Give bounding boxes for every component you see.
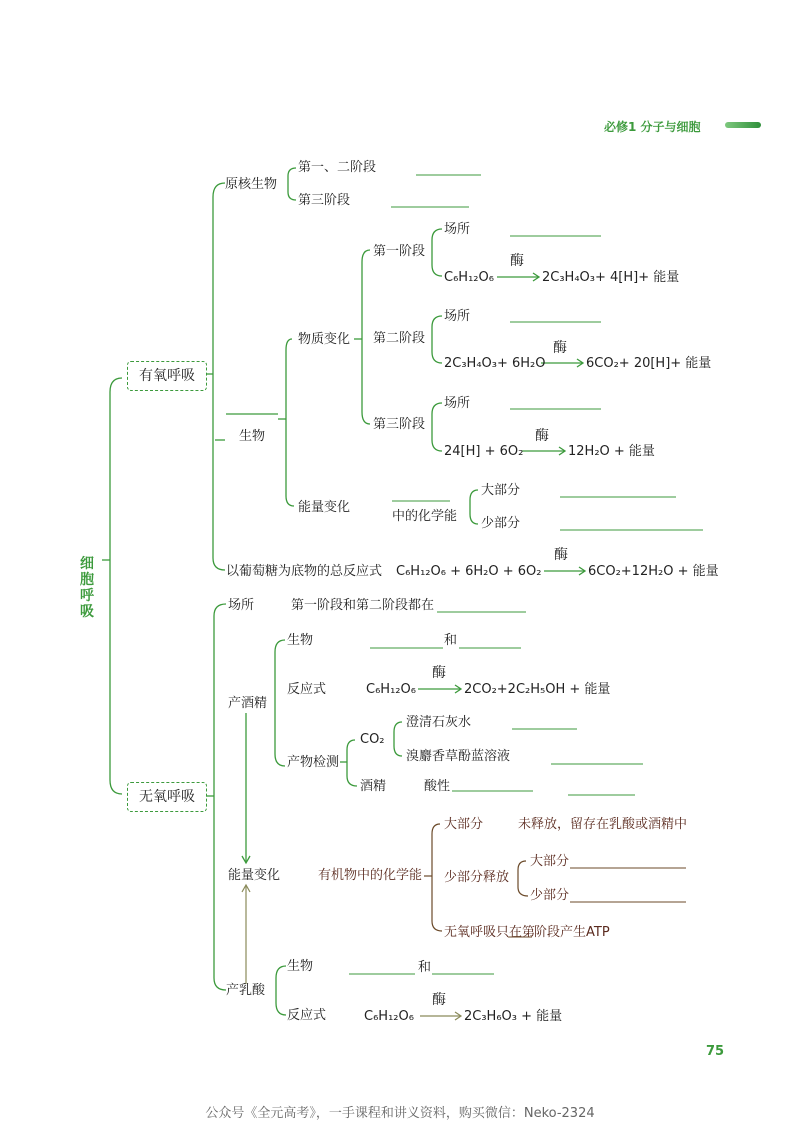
stage1-product: 2C₃H₄O₃+ 4[H]+ 能量 [542, 270, 680, 285]
matter-change-label: 物质变化 [298, 332, 351, 347]
aerobic-energy-most: 大部分 [481, 483, 521, 498]
lactic-and: 和 [418, 960, 432, 975]
alcohol-organism: 生物 [287, 633, 314, 648]
lactic-label: 产乳酸 [226, 983, 266, 998]
prokaryote-stage3: 第三阶段 [298, 193, 351, 208]
aerobic-organism-label: 生物 [239, 429, 266, 444]
prokaryote-stage12: 第一、二阶段 [298, 160, 377, 175]
stage1-enzyme: 酶 [510, 253, 524, 269]
anaerobic-energy-label: 能量变化 [228, 868, 281, 883]
anaerobic-energy-most-text: 未释放，留存在乳酸或酒精中 [518, 817, 688, 832]
detection-limewater: 澄清石灰水 [406, 715, 472, 730]
total-reaction-label: 以葡萄糖为底物的总反应式 [226, 564, 383, 579]
stage2-enzyme: 酶 [553, 340, 567, 356]
total-reactant: C₆H₁₂O₆ + 6H₂O + 6O₂ [396, 564, 542, 579]
stage3-place: 场所 [444, 396, 471, 411]
anaerobic-energy-sub-few: 少部分 [530, 888, 570, 903]
anaerobic-place-label: 场所 [228, 598, 255, 613]
aerobic-energy-few: 少部分 [481, 516, 521, 531]
stage2-place: 场所 [444, 309, 471, 324]
alcohol-label: 产酒精 [228, 696, 268, 711]
detection-acidic: 酸性 [424, 779, 451, 794]
stage3-label: 第三阶段 [373, 417, 426, 432]
alcohol-enzyme: 酶 [432, 665, 446, 681]
anaerobic-energy-sub-most: 大部分 [530, 854, 570, 869]
lactic-enzyme: 酶 [432, 992, 446, 1008]
total-product: 6CO₂+12H₂O + 能量 [588, 564, 719, 579]
stage3-reactant: 24[H] + 6O₂ [444, 444, 524, 459]
stage3-enzyme: 酶 [535, 428, 549, 444]
stage3-product: 12H₂O + 能量 [568, 444, 655, 459]
lactic-organism: 生物 [287, 959, 314, 974]
stage1-label: 第一阶段 [373, 244, 426, 259]
anaerobic-energy-source: 有机物中的化学能 [318, 868, 423, 883]
prokaryote-label: 原核生物 [225, 177, 278, 192]
alcohol-reactant: C₆H₁₂O₆ [366, 682, 416, 697]
detection-label: 产物检测 [287, 755, 340, 770]
aerobic-energy-label: 能量变化 [298, 500, 351, 515]
detection-ethanol: 酒精 [360, 779, 387, 794]
root-title: 细胞呼吸 [80, 556, 94, 620]
atp-note-b: 阶段产生ATP [534, 925, 610, 940]
footer-text: 公众号《全元高考》，一手课程和讲义资料，购买微信：Neko-2324 [205, 1106, 595, 1121]
page-number: 75 [706, 1044, 725, 1059]
atp-note-a: 无氧呼吸只在第 [444, 925, 536, 940]
anaerobic-energy-most: 大部分 [444, 817, 484, 832]
stage2-label: 第二阶段 [373, 331, 426, 346]
detection-btb: 溴麝香草酚蓝溶液 [406, 749, 511, 764]
lactic-reactant: C₆H₁₂O₆ [364, 1009, 414, 1024]
anaerobic-title: 无氧呼吸 [127, 782, 207, 812]
stage1-place: 场所 [444, 222, 471, 237]
anaerobic-energy-few-release: 少部分释放 [444, 870, 510, 885]
aerobic-energy-source: 中的化学能 [392, 509, 458, 524]
lactic-product: 2C₃H₆O₃ + 能量 [464, 1009, 563, 1024]
alcohol-reaction-label: 反应式 [287, 682, 327, 697]
anaerobic-place-text: 第一阶段和第二阶段都在 [291, 598, 435, 613]
detection-co2: CO₂ [360, 732, 385, 747]
total-enzyme: 酶 [554, 547, 568, 563]
page-header-title: 必修1 分子与细胞 [604, 120, 701, 134]
alcohol-product: 2CO₂+2C₂H₅OH + 能量 [464, 682, 611, 697]
alcohol-and: 和 [444, 633, 458, 648]
stage1-reactant: C₆H₁₂O₆ [444, 270, 494, 285]
stage2-reactant: 2C₃H₄O₃+ 6H₂O [444, 356, 546, 371]
stage2-product: 6CO₂+ 20[H]+ 能量 [586, 356, 712, 371]
aerobic-title: 有氧呼吸 [127, 361, 207, 391]
lactic-reaction-label: 反应式 [287, 1008, 327, 1023]
